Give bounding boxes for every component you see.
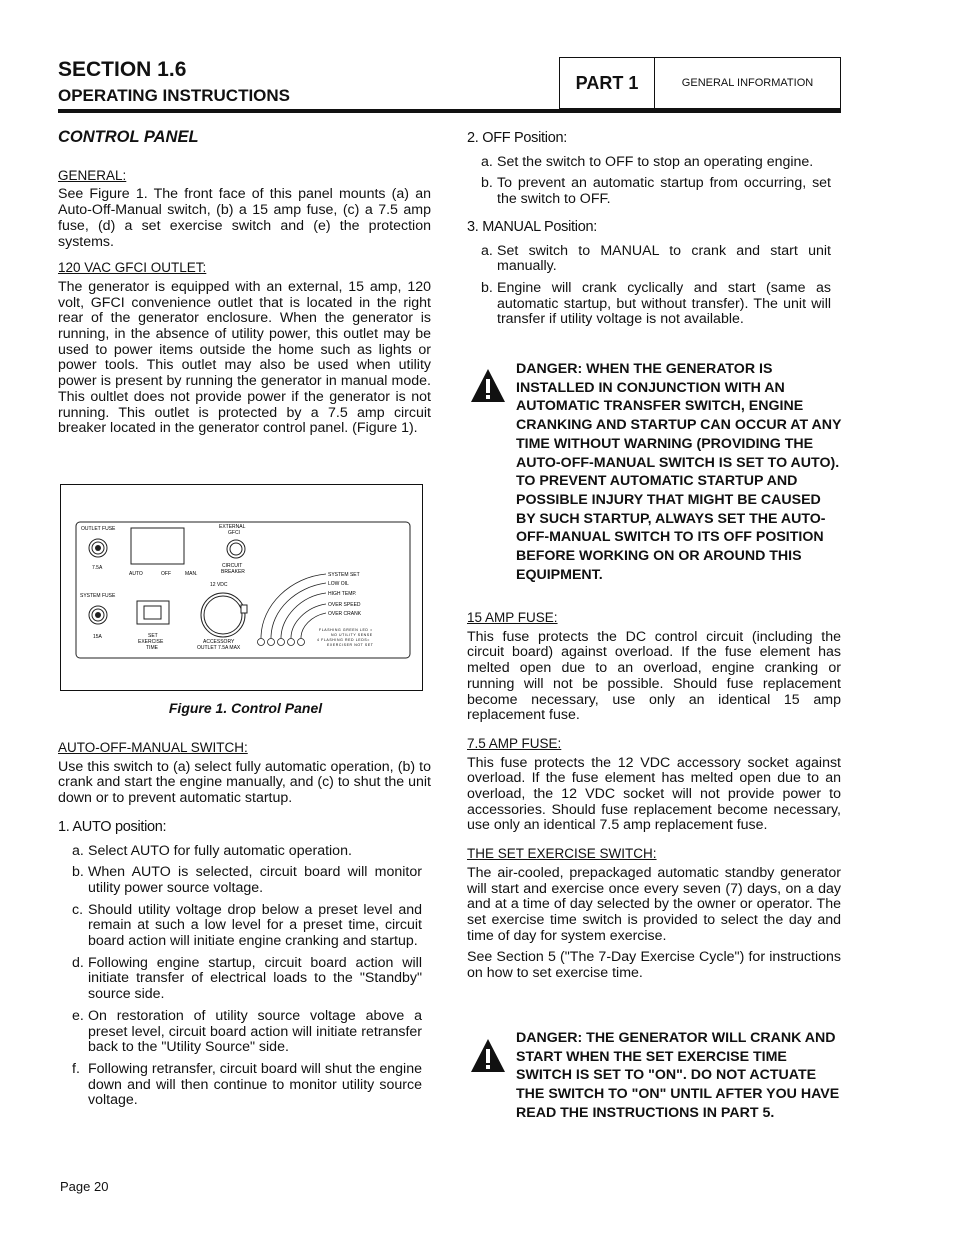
breaker-label: BREAKER [221,569,245,575]
page-number: Page 20 [60,1179,109,1194]
switch-heading: AUTO-OFF-MANUAL SWITCH: [58,740,248,755]
led-over-crank-label: OVER CRANK [328,611,362,617]
auto-label: AUTO [129,571,143,577]
danger-auto-startup: DANGER: WHEN THE GENERATOR IS INSTALLED IN CONJUNCTION WITH AN AUTOMATIC TRANSFER SWITCH, ENGINE CRANKING AND STARTUP CAN OCCUR AT ANY TIME WITHOUT WARNING (PROVIDING THE AUTO-OFF-MANUAL SWITCH IS SET TO AUTO). TO PREVENT AUTOMATIC STARTUP AND POSSIBLE INJURY THAT MIGHT BE CAUSED BY SUCH STARTUP, ALWAYS SET THE AUTO-OFF-MANUAL SWITCH TO ITS OFF POSITION BEFORE WORKING ON OR AROUND THIS EQUIPMENT. [516,361,842,583]
outlet-max-label: OUTLET 7.5A MAX [197,645,241,651]
accessory-label: ACCESSORY [203,639,235,645]
off-position-heading: 2. OFF Position: [467,130,567,146]
legend-line-2: NO UTILITY SENSE [331,633,373,637]
fuse75-heading: 7.5 AMP FUSE: [467,735,562,751]
list-item: b. Engine will crank cyclically and start (same as automatic startup, but without transfer). The unit will transfer if utility voltage is not available. [481,279,831,328]
led-system-set-label: SYSTEM SET [328,572,360,578]
part-box [559,57,841,109]
left-column-bottom [58,740,431,1109]
list-item: d. Following engine startup, circuit board action will initiate transfer of electrical loads to the "Standby" source side. [72,954,422,1003]
part-description: GENERAL INFORMATION [681,77,814,89]
list-item: f. Following retransfer, circuit board will shut the engine down and will then continue to monitor utility source voltage. [72,1060,422,1109]
control-panel-title: CONTROL PANEL [58,128,199,146]
led-over-speed-label: OVER SPEED [328,602,361,608]
legend-line-3: 4 FLASHING RED LEDS= [317,638,370,642]
section-number: SECTION 1.6 [58,58,187,81]
gfci-heading: 120 VAC GFCI OUTLET: [58,260,207,276]
manual-position-heading: 3. MANUAL Position: [467,218,597,235]
fuse-75-label: 7.5A [92,565,103,571]
man-label: MAN. [185,571,198,577]
left-column-top [58,130,431,437]
set-label: SET [148,633,158,639]
exercise-heading: THE SET EXERCISE SWITCH: [467,846,657,862]
warning-icon [470,1038,506,1074]
circuit-label: CIRCUIT [222,563,243,569]
list-item: a. Set the switch to OFF to stop an operating engine. [481,153,814,170]
led-high-temp-label: HIGH TEMP. [328,591,357,597]
warning-icon [470,368,506,404]
external-label: EXTERNAL [219,524,246,530]
legend-line-1: FLASHING GREEN LED = [319,628,373,632]
auto-position-list [72,844,422,1110]
fuse15-text: This fuse protects the DC control circuit (including the circuit board) against overload. If the fuse element has melted open due to an overload, engine cranking or running will not be possible. Should fuse replacement become necessary, use only an identical 15 amp replacement fuse. [467,628,841,724]
list-item: a. Set switch to MANUAL to crank and start unit manually. [481,242,831,275]
list-item: b. To prevent an automatic startup from occurring, set the switch to OFF. [481,175,831,208]
off-label: OFF [161,571,171,577]
vdc-label: 12 VDC [210,582,228,588]
exercise-text-2: See Section 5 ("The 7-Day Exercise Cycle") for instructions on how to set exercise time. [467,949,841,982]
fuse-15-label: 15A [93,634,102,640]
figure-caption: Figure 1. Control Panel [168,700,323,716]
auto-position-heading: 1. AUTO position: [58,818,167,835]
general-text: See Figure 1. The front face of this panel mounts (a) an Auto-Off-Manual switch, (b) a 15 amp fuse, (c) a 7.5 amp fuse, (d) a set exercise switch and (e) the protection systems. [58,186,431,250]
gfci-text: The generator is equipped with an external, 15 amp, 120 volt, GFCI convenience outlet that is located in the right rear of the generator enclosure. When the generator is running, in the absence of utility power, this outlet may be used to power items outside the home such as lights or power tools. This outlet may also be used when utility power is present by running the generator in manual mode. This oultlet does not provide power if the generator is not running. This outlet is protected by a 7.5 amp circuit breaker located in the generator control panel. (Figure 1). [58,278,431,437]
fuse75-text: This fuse protects the 12 VDC accessory socket against overload. If the fuse element has melted open due to an overload, the 12 VDC socket will not provide power to accessories. Should fuse replacement become necessary, use only an identical 7.5 amp replacement fuse. [467,754,841,834]
fuse15-heading: 15 AMP FUSE: [467,610,558,625]
time-label: TIME [146,645,158,651]
control-panel-drawing [61,485,422,690]
switch-text: Use this switch to (a) select fully automatic operation, (b) to crank and start the engine manually, and (c) to shut the unit down or to prevent automatic startup. [58,758,431,807]
system-fuse-label: SYSTEM FUSE [80,593,116,599]
led-low-oil-label: LOW OIL [328,581,349,587]
section-title: OPERATING INSTRUCTIONS [58,86,291,105]
right-column-top [467,131,841,328]
exercise-label: EXERCISE [138,639,164,645]
legend-line-4: EXERCISER NOT SET [327,643,374,647]
list-item: b. When AUTO is selected, circuit board will monitor utility power source voltage. [72,864,422,896]
exercise-text: The air-cooled, prepackaged automatic standby generator will start and exercise once every seven (7) days, on a day and at a time of day selected by the owner or operator. The set exercise time switch is provided to select the day and time of day for system exercise. [467,864,841,944]
danger-exercise-switch: DANGER: THE GENERATOR WILL CRANK AND START WHEN THE SET EXERCISE TIME SWITCH IS SET TO "ON". DO NOT ACTUATE THE SWITCH TO "ON" UNTIL AFTER YOU HAVE READ THE INSTRUCTIONS IN PART 5. [516,1030,840,1121]
gfci-label: GFCI [228,530,240,536]
general-heading: GENERAL: [58,167,127,183]
list-item: e. On restoration of utility source voltage above a preset level, circuit board action will initiate retransfer back to the "Utility Source" side. [72,1007,422,1056]
list-item: a. Select AUTO for fully automatic operation. [72,842,352,859]
off-position-list [481,155,831,208]
outlet-fuse-label: OUTLET FUSE [81,526,116,532]
list-item: c. Should utility voltage drop below a preset level and remain at such a low level for a preset time, circuit board action will initiate engine cranking and startup. [72,901,422,950]
control-panel-figure [60,484,423,691]
part-label: PART 1 [560,58,655,108]
header-rule [58,109,841,113]
manual-position-list [481,244,831,329]
right-column-bottom [467,610,841,982]
